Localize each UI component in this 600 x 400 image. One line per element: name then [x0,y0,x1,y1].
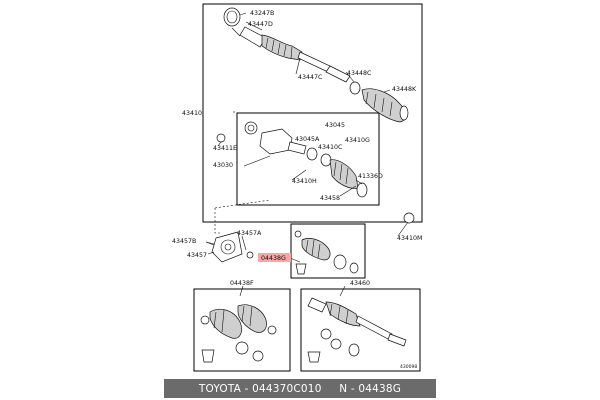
label-43410H: 43410H [292,178,317,185]
boot-kit-43460-parts [308,298,406,362]
clamp-43448C-part [350,82,360,94]
boot-kit-04438F-parts [201,305,276,362]
label-43030: 43030 [213,162,234,169]
outer-cv-assembly [224,8,350,82]
label-43448C: 43448C [347,70,372,77]
boot-kit-04438G-parts [295,231,358,274]
label-43448K: 43448K [392,86,417,93]
label-43410G: 43410G [345,137,370,144]
snap-ring-part [217,134,225,142]
label-43247B: 43247B [250,10,275,17]
label-43458: 43458 [320,195,341,202]
label-43457B: 43457B [172,238,197,245]
inner-housing-part [260,129,292,154]
label-43457: 43457 [187,252,208,259]
footer-text: TOYOTA - 044370C010 N - 04438G [198,382,402,395]
label-43447D: 43447D [248,21,273,28]
label-43447C: 43447C [298,74,323,81]
label-04438F: 04438F [230,280,254,287]
dust-seal-43410M-part [404,213,414,223]
label-43410: 43410 [182,110,203,117]
boot-43448K-part [362,89,408,122]
dashed-link-inner [215,200,270,208]
shaft-part [298,52,330,72]
label-43410M: 43410M [397,235,423,242]
inner-joint-assembly [217,122,367,197]
part-number-footer [164,379,436,398]
label-04438G: 04438G [261,255,286,262]
label-43045: 43045 [325,122,346,129]
dashed-link-hub [215,208,220,233]
label-43411E: 43411E [213,145,238,152]
diagram-code: 430098 [400,365,418,370]
label-43457A: 43457A [237,230,262,237]
label-43410C: 43410C [318,144,343,151]
label-41336D: 41336D [358,173,383,180]
label-43045A: 43045A [295,136,320,143]
tripod-part [245,122,257,134]
label-43460: 43460 [350,280,371,287]
